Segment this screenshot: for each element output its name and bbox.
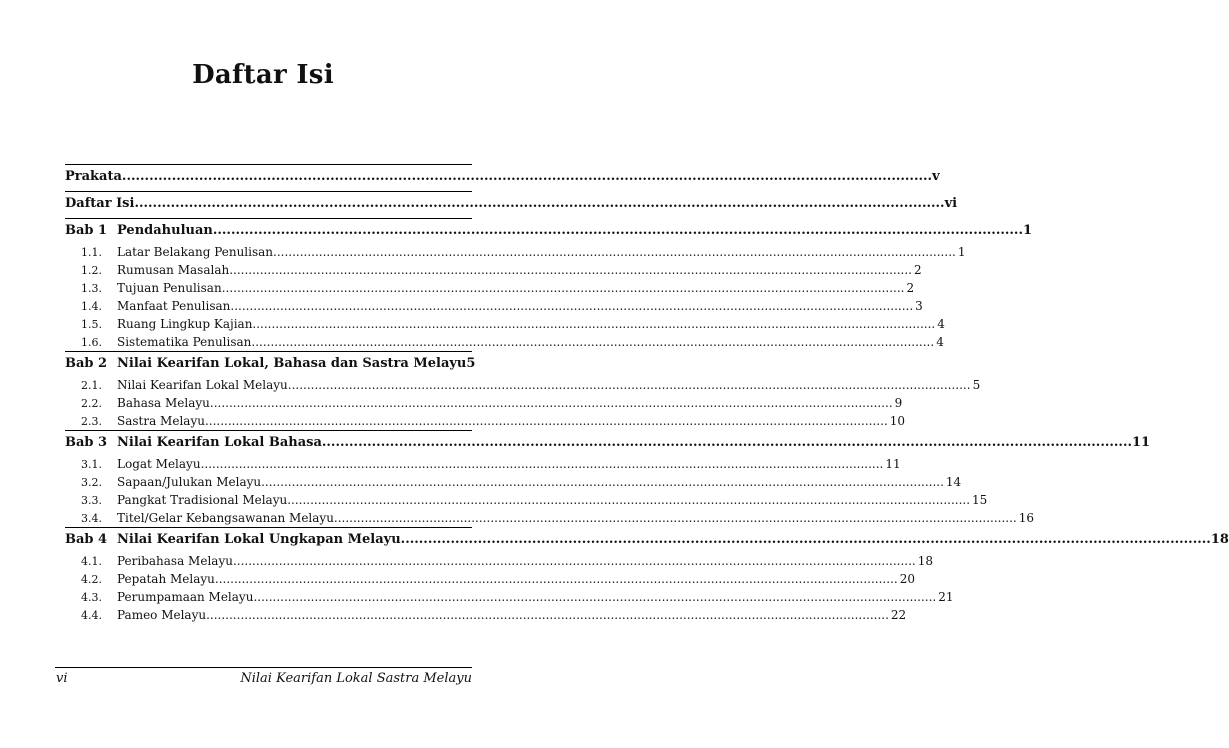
toc-chapter-1[interactable] — [65, 219, 1033, 243]
section-number: 2.2. — [81, 397, 102, 410]
chapter-page: 5 — [466, 356, 476, 371]
section-page: 9 — [894, 396, 903, 410]
footer-page-number: vi — [56, 671, 68, 686]
chapter-title: Nilai Kearifan Lokal Bahasa — [117, 435, 322, 450]
section-title: Latar Belakang Penulisan — [117, 245, 274, 259]
toc-section[interactable] — [65, 297, 923, 315]
leader-dots — [273, 243, 956, 261]
table-of-contents — [65, 164, 1229, 624]
toc-section[interactable] — [65, 279, 915, 297]
toc-section[interactable] — [65, 606, 907, 624]
toc-section[interactable] — [65, 412, 906, 430]
toc-section[interactable] — [65, 261, 922, 279]
leader-dots — [251, 333, 934, 351]
section-number: 4.4. — [81, 609, 102, 622]
toc-entry-prakata[interactable] — [65, 165, 940, 191]
section-page: 20 — [899, 572, 915, 586]
chapter-title: Pendahuluan — [117, 223, 213, 238]
section-page: 2 — [914, 263, 922, 277]
leader-dots — [230, 297, 913, 315]
section-page: 10 — [889, 414, 906, 428]
entry-label: Daftar Isi — [65, 196, 135, 211]
toc-chapter-2[interactable] — [65, 352, 476, 376]
leader-dots — [206, 606, 889, 624]
toc-section[interactable] — [65, 509, 1034, 527]
section-title: Manfaat Penulisan — [117, 299, 231, 313]
chapter-page: 11 — [1132, 435, 1151, 450]
chapter-page: 1 — [1022, 223, 1033, 238]
section-number: 4.3. — [81, 591, 102, 604]
section-number: 1.2. — [81, 264, 102, 277]
section-title: Pangkat Tradisional Melayu — [117, 493, 288, 507]
leader-dots — [322, 433, 1132, 453]
section-page: 3 — [915, 299, 923, 313]
page-title: Daftar Isi — [192, 60, 334, 90]
leader-dots — [205, 412, 888, 430]
section-title: Bahasa Melayu — [117, 396, 210, 410]
toc-section[interactable] — [65, 376, 981, 394]
leader-dots — [233, 552, 916, 570]
chapter-number: Bab 2 — [65, 356, 108, 371]
leader-dots — [213, 221, 1023, 241]
section-title: Pepatah Melayu — [117, 572, 215, 586]
toc-section[interactable] — [65, 243, 966, 261]
section-page: 2 — [906, 281, 915, 295]
leader-dots — [229, 261, 912, 279]
section-title: Nilai Kearifan Lokal Melayu — [117, 378, 288, 392]
chapter-number: Bab 4 — [65, 532, 108, 547]
section-page: 16 — [1018, 511, 1034, 525]
section-title: Ruang Lingkup Kajian — [117, 317, 253, 331]
toc-section[interactable] — [65, 552, 934, 570]
section-number: 4.1. — [81, 555, 102, 568]
chapter-title: Nilai Kearifan Lokal Ungkapan Melayu — [117, 532, 401, 547]
section-page: 11 — [885, 457, 901, 471]
section-title: Perumpamaan Melayu — [117, 590, 254, 604]
entry-page: v — [932, 169, 940, 184]
leader-dots — [287, 491, 970, 509]
section-number: 1.6. — [81, 336, 102, 349]
section-number: 3.2. — [81, 476, 102, 489]
section-number: 3.4. — [81, 512, 102, 525]
section-number: 2.1. — [81, 379, 102, 392]
toc-chapter-3[interactable] — [65, 431, 1151, 455]
leader-dots — [222, 279, 905, 297]
toc-section[interactable] — [65, 491, 988, 509]
footer-divider — [55, 667, 472, 668]
leader-dots — [201, 455, 884, 473]
toc-section[interactable] — [65, 333, 944, 351]
section-title: Tujuan Penulisan — [117, 281, 222, 295]
chapter-title: Nilai Kearifan Lokal, Bahasa dan Sastra Melayu — [117, 356, 467, 371]
leader-dots — [252, 315, 935, 333]
section-title: Sistematika Penulisan — [117, 335, 252, 349]
section-page: 5 — [972, 378, 981, 392]
section-number: 2.3. — [81, 415, 102, 428]
toc-section[interactable] — [65, 473, 962, 491]
leader-dots — [334, 509, 1017, 527]
section-title: Sastra Melayu — [117, 414, 205, 428]
section-page: 14 — [945, 475, 962, 489]
toc-chapter-4[interactable] — [65, 528, 1229, 552]
section-page: 22 — [890, 608, 907, 622]
leader-dots — [134, 194, 944, 214]
section-number: 1.1. — [81, 246, 102, 259]
footer-book-title: Nilai Kearifan Lokal Sastra Melayu — [240, 671, 472, 686]
leader-dots — [253, 588, 936, 606]
section-title: Sapaan/Julukan Melayu — [117, 475, 262, 489]
section-title: Logat Melayu — [117, 457, 201, 471]
section-number: 3.1. — [81, 458, 102, 471]
section-page: 18 — [917, 554, 934, 568]
section-page: 4 — [936, 335, 944, 349]
toc-section[interactable] — [65, 455, 901, 473]
leader-dots — [215, 570, 898, 588]
section-title: Titel/Gelar Kebangsawanan Melayu — [117, 511, 334, 525]
chapter-page: 18 — [1210, 532, 1229, 547]
leader-dots — [122, 167, 932, 187]
section-title: Rumusan Masalah — [117, 263, 230, 277]
leader-dots — [210, 394, 893, 412]
entry-page: vi — [944, 196, 958, 211]
leader-dots — [288, 376, 971, 394]
section-title: Peribahasa Melayu — [117, 554, 233, 568]
chapter-number: Bab 3 — [65, 435, 108, 450]
section-number: 3.3. — [81, 494, 102, 507]
section-page: 21 — [938, 590, 954, 604]
section-page: 15 — [972, 493, 988, 507]
toc-section[interactable] — [65, 570, 915, 588]
section-page: 1 — [957, 245, 966, 259]
entry-label: Prakata — [65, 169, 122, 184]
toc-section[interactable] — [65, 315, 945, 333]
section-page: 4 — [937, 317, 945, 331]
toc-section[interactable] — [65, 394, 903, 412]
section-number: 1.5. — [81, 318, 102, 331]
section-number: 1.4. — [81, 300, 102, 313]
section-title: Pameo Melayu — [117, 608, 207, 622]
section-number: 1.3. — [81, 282, 102, 295]
leader-dots — [401, 530, 1211, 550]
leader-dots — [261, 473, 944, 491]
chapter-number: Bab 1 — [65, 223, 108, 238]
toc-section[interactable] — [65, 588, 954, 606]
section-number: 4.2. — [81, 573, 102, 586]
toc-entry-daftar-isi[interactable] — [65, 192, 958, 218]
